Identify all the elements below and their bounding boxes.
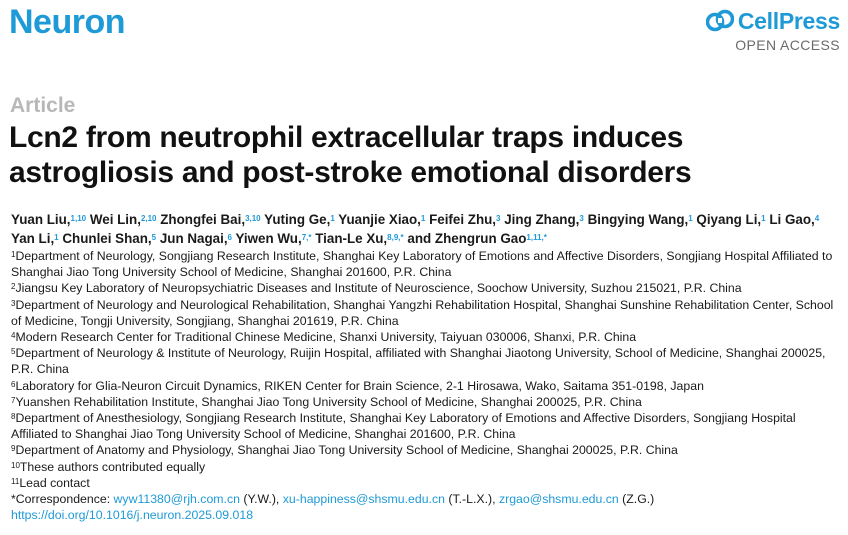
author[interactable]: Bingying Wang,$^1$	[587, 212, 693, 227]
author[interactable]: Wei Lin,$^{2,10}$	[89, 212, 157, 227]
author[interactable]: Zhongfei Bai,$^{3,10}$	[160, 212, 261, 227]
cellpress-icon	[706, 8, 734, 34]
lead-contact-note: $^{11}$Lead contact	[11, 475, 90, 490]
author-list	[11, 210, 843, 248]
author[interactable]: Feifei Zhu,$^3$	[429, 212, 501, 227]
email-link[interactable]: xu-happiness@shsmu.edu.cn	[282, 492, 445, 507]
affiliation: $^9$Department of Anatomy and Physiology, Shanghai Jiao Tong University School of Medicine, Shanghai 200025, P.R. China	[11, 443, 678, 458]
author[interactable]: and Zhengrun Gao$^{1,11,*}$	[407, 231, 547, 246]
author[interactable]: Yuan Liu,$^{1,10}$	[11, 212, 87, 227]
publisher-logo	[706, 8, 840, 53]
author[interactable]: Chunlei Shan,$^5$	[62, 231, 157, 246]
article-title: Lcn2 from neutrophil extracellular traps induces astrogliosis and post-stroke emotional disorders	[9, 121, 692, 189]
email-link[interactable]: wyw11380@rjh.com.cn	[113, 492, 240, 507]
author[interactable]: Yiwen Wu,$^{7,*}$	[235, 231, 312, 246]
publisher-name: CellPress	[737, 8, 840, 34]
doi-row	[11, 507, 845, 523]
affiliation: $^5$Department of Neurology & Institute of Neurology, Ruijin Hospital, affiliated with Shanghai Jiaotong University, School of Medicine, Shanghai 200025, P.R. China	[11, 346, 826, 377]
affiliation: $^1$Department of Neurology, Songjiang Research Institute, Shanghai Key Laboratory of Emotions and Affective Disorders, Songjiang Hospital Affiliated to Shanghai Jiao Tong University School of Medicine, Shanghai 201600, P.R. China	[11, 249, 833, 280]
correspondence: *Correspondence: wyw11380@rjh.com.cn (Y.W.), xu-happiness@shsmu.edu.cn (T.-L.X.), zrgao@shsmu.edu.cn (Z.G.)	[11, 492, 655, 507]
email-link[interactable]: zrgao@shsmu.edu.cn	[498, 492, 619, 507]
affiliations	[11, 248, 845, 523]
author[interactable]: Qiyang Li,$^1$	[696, 212, 766, 227]
equal-contribution-note: $^{10}$These authors contributed equally	[11, 459, 206, 474]
affiliation: $^8$Department of Anesthesiology, Songjiang Research Institute, Shanghai Key Laboratory of Emotions and Affective Disorders, Songjiang Hospital Affiliated to Shanghai Jiao Tong University School of Medicine, Shanghai 201600, P.R. China	[11, 411, 796, 442]
author[interactable]: Yuting Ge,$^1$	[264, 212, 335, 227]
doi-link[interactable]: https://doi.org/10.1016/j.neuron.2025.09.018	[11, 508, 254, 523]
author[interactable]: Yan Li,$^1$	[11, 231, 59, 246]
author[interactable]: Jing Zhang,$^3$	[504, 212, 584, 227]
author[interactable]: Jun Nagai,$^6$	[159, 231, 232, 246]
author[interactable]: Yuanjie Xiao,$^1$	[338, 212, 426, 227]
open-access-label: OPEN ACCESS	[735, 37, 840, 53]
correspondence-label: *Correspondence:	[11, 492, 114, 507]
affiliation: $^6$Laboratory for Glia-Neuron Circuit Dynamics, RIKEN Center for Brain Science, 2-1 Hirosawa, Wako, Saitama 351-0198, Japan	[11, 378, 704, 393]
affiliation: $^4$Modern Research Center for Traditional Chinese Medicine, Shanxi University, Taiyuan 030006, Shanxi, P.R. China	[11, 330, 637, 345]
affiliation: $^7$Yuanshen Rehabilitation Institute, Shanghai Jiao Tong University School of Medicine, Shanghai 200025, P.R. China	[11, 394, 642, 409]
article-type: Article	[10, 94, 76, 117]
affiliation: $^3$Department of Neurology and Neurological Rehabilitation, Shanghai Yangzhi Rehabilitation Hospital, Shanghai Sunshine Rehabilitation Center, School of Medicine, Tongji University, Songjiang, Shanghai 201619, P.R. China	[11, 297, 834, 328]
author[interactable]: Tian-Le Xu,$^{8,9,*}$	[315, 231, 404, 246]
journal-logo: Neuron	[9, 3, 125, 41]
affiliation: $^2$Jiangsu Key Laboratory of Neuropsychiatric Diseases and Institute of Neuroscience, Soochow University, Suzhou 215021, P.R. China	[11, 281, 742, 296]
author[interactable]: Li Gao,$^4$	[769, 212, 820, 227]
